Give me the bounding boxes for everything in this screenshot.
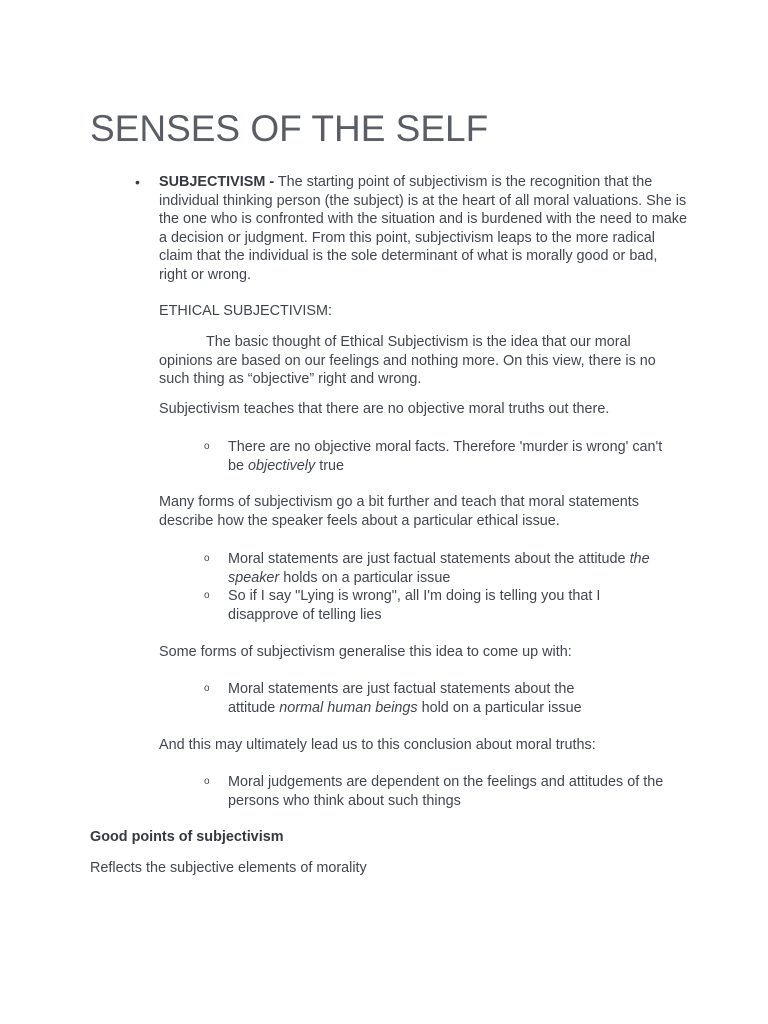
- list-item-emphasis: the speaker: [228, 551, 650, 586]
- list-item-text: holds on a particular issue: [279, 569, 451, 586]
- subjectivism-paragraph: [159, 173, 689, 285]
- list-item-emphasis: objectively: [248, 457, 316, 474]
- reflects-paragraph: Reflects the subjective elements of morality: [90, 860, 367, 876]
- list-item-emphasis: normal human beings: [279, 699, 418, 716]
- list-item-text: Moral statements are just factual statements about the attitude: [228, 551, 630, 567]
- sub-bullet-icon: o: [204, 441, 210, 452]
- sub-bullet-icon: o: [204, 683, 210, 694]
- page-title: SENSES OF THE SELF: [90, 108, 489, 149]
- many-forms-paragraph: Many forms of subjectivism go a bit further and teach that moral statements describe how the speaker feels about a particular ethical issue.: [159, 494, 639, 529]
- list-item-text: hold on a particular issue: [417, 699, 582, 716]
- list-item: [228, 550, 678, 587]
- ethical-subjectivism-heading: ETHICAL SUBJECTIVISM:: [159, 303, 332, 319]
- ethical-subjectivism-paragraph: The basic thought of Ethical Subjectivism is the idea that our moral opinions are based on our feelings and nothing more. On this view, there is no such thing as “objective” right and wrong.: [159, 334, 656, 388]
- list-item-text: Moral statements are just factual statements about the attitude: [228, 681, 575, 716]
- teaches-paragraph: Subjectivism teaches that there are no objective moral truths out there.: [159, 401, 610, 417]
- list-item-text: There are no objective moral facts. Therefore 'murder is wrong' can't be: [228, 439, 663, 474]
- list-item: So if I say "Lying is wrong", all I'm doing is telling you that I disapprove of telling lies: [228, 588, 601, 623]
- and-this-paragraph: And this may ultimately lead us to this conclusion about moral truths:: [159, 737, 596, 753]
- list-item: Moral judgements are dependent on the feelings and attitudes of the persons who think about such things: [228, 774, 664, 809]
- sub-bullet-icon: o: [204, 553, 210, 564]
- sub-bullet-icon: o: [204, 776, 210, 787]
- list-item: [228, 680, 608, 717]
- some-forms-paragraph: Some forms of subjectivism generalise this idea to come up with:: [159, 644, 572, 660]
- sub-bullet-icon: o: [204, 590, 210, 601]
- bullet-icon: •: [135, 174, 140, 190]
- subjectivism-label: SUBJECTIVISM -: [159, 174, 275, 190]
- list-item-text: true: [315, 457, 345, 474]
- good-points-heading: Good points of subjectivism: [90, 829, 284, 845]
- subjectivism-text: The starting point of subjectivism is the recognition that the individual thinking person (the subject) is at the heart of all moral valuations. She is the one who is confronted with the situation and is burdened with the need to make a decision or judgment. From this point, subjectivism leaps to the more radical claim that the individual is the sole determinant of what is morally good or bad, right or wrong.: [159, 174, 687, 283]
- list-item: [228, 438, 678, 475]
